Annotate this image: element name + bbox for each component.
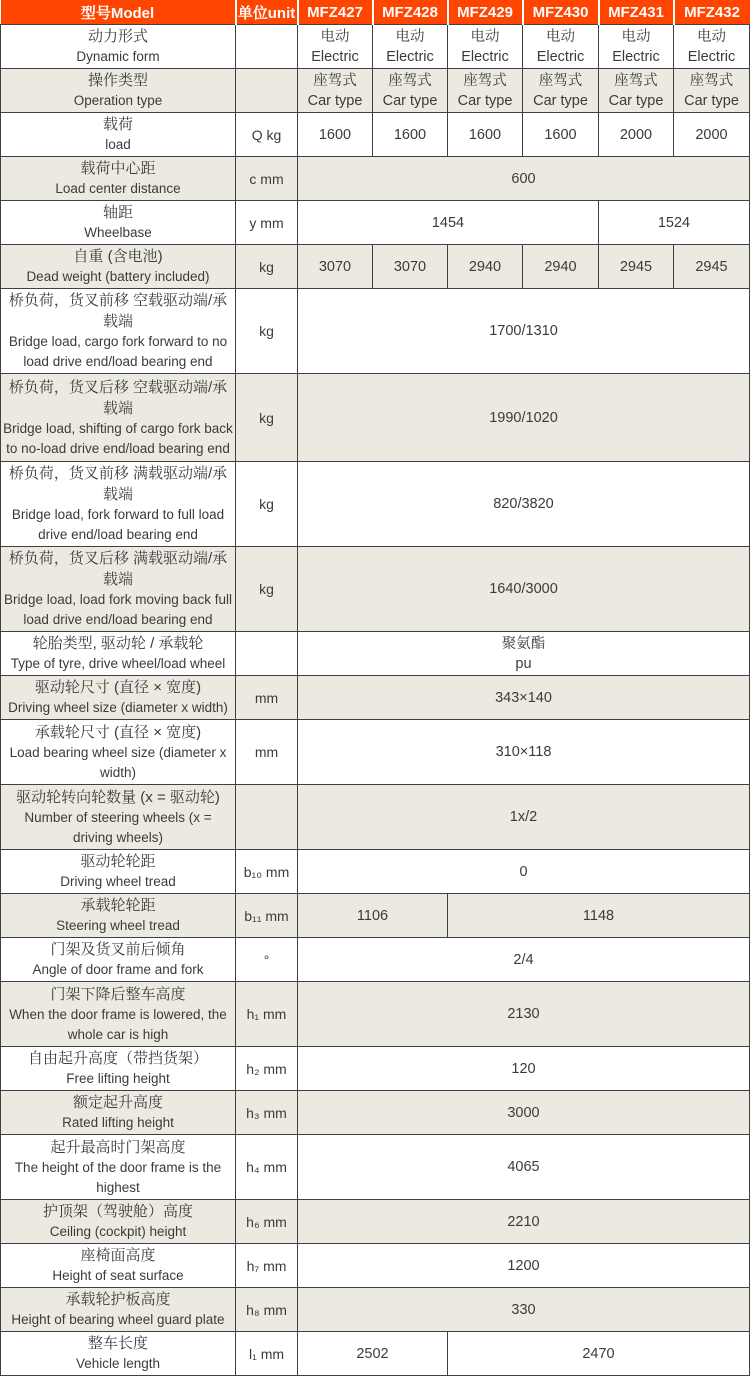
value-line: 座驾式 <box>614 72 658 89</box>
unit-cell: kg <box>236 289 298 374</box>
header-model-mfz428: MFZ428 <box>373 0 448 25</box>
value-line: 1600 <box>544 126 577 143</box>
param-label-zh: 动力形式 <box>87 28 148 45</box>
unit-cell: mm <box>236 720 298 785</box>
value-cell <box>448 245 523 289</box>
param-label-zh: 载荷 <box>102 116 133 133</box>
value-line: 600 <box>511 170 536 187</box>
value-line: pu <box>515 655 532 672</box>
value-line: 330 <box>511 1301 536 1318</box>
param-label-en: Wheelbase <box>84 225 152 240</box>
unit-cell: mm <box>236 676 298 720</box>
value-cell <box>599 245 674 289</box>
param-cell <box>1 1047 236 1091</box>
unit-cell: h₈ mm <box>236 1288 298 1332</box>
value-cell <box>599 25 674 69</box>
param-cell <box>1 1288 236 1332</box>
param-label-zh: 载荷中心距 <box>80 160 156 177</box>
table-row <box>1 462 750 547</box>
value-line: 2940 <box>468 258 502 275</box>
unit-cell: kg <box>236 374 298 462</box>
param-cell <box>1 850 236 894</box>
param-label-en: Bridge load, shifting of cargo fork back to no-load drive end/load bearing end <box>3 420 233 456</box>
unit-cell: h₂ mm <box>236 1047 298 1091</box>
value-line: 820/3820 <box>493 496 554 512</box>
value-line: 1990/1020 <box>489 409 558 426</box>
value-line: Electric <box>386 48 434 65</box>
unit-cell: h₇ mm <box>236 1244 298 1288</box>
value-line: 1524 <box>657 214 691 231</box>
param-label-zh: 护顶架（驾驶舱）高度 <box>42 1203 193 1220</box>
param-cell <box>1 462 236 547</box>
value-line: 1700/1310 <box>489 323 558 339</box>
param-cell <box>1 1244 236 1288</box>
value-line: Car type <box>608 92 664 109</box>
value-cell <box>298 1200 750 1244</box>
param-label-zh: 起升最高时门架高度 <box>50 1138 186 1156</box>
unit-cell: kg <box>236 547 298 632</box>
value-cell <box>298 1047 750 1091</box>
table-row <box>1 1332 750 1376</box>
value-line: 座驾式 <box>689 72 734 89</box>
param-label-en: Rated lifting height <box>62 1115 174 1130</box>
table-row <box>1 850 750 894</box>
value-line: 2/4 <box>513 951 534 968</box>
header-model-mfz432: MFZ432 <box>674 0 750 25</box>
value-line: 电动 <box>621 28 651 45</box>
param-label-zh: 桥负荷，货叉前移 空载驱动端/承载端 <box>8 292 228 330</box>
param-cell <box>1 894 236 938</box>
value-cell <box>599 201 750 245</box>
param-label-en: The height of the door frame is the highest <box>14 1159 222 1195</box>
value-cell <box>674 113 750 157</box>
param-cell <box>1 157 236 201</box>
value-line: 电动 <box>320 28 350 45</box>
table-row <box>1 113 750 157</box>
param-cell <box>1 374 236 462</box>
value-cell <box>298 938 750 982</box>
value-line: Car type <box>457 92 513 109</box>
unit-cell <box>236 785 298 850</box>
value-line: 2470 <box>582 1345 615 1362</box>
value-cell <box>523 69 599 113</box>
table-row <box>1 1047 750 1091</box>
param-label-en: Dead weight (battery included) <box>26 269 210 284</box>
value-line: 4065 <box>507 1159 540 1175</box>
param-cell <box>1 1091 236 1135</box>
unit-cell: b₁₀ mm <box>236 850 298 894</box>
value-line: 1148 <box>582 907 615 924</box>
param-label-zh: 额定起升高度 <box>72 1094 163 1111</box>
table-row <box>1 938 750 982</box>
value-cell <box>448 1332 750 1376</box>
value-cell <box>523 113 599 157</box>
param-label-zh: 自重 (含电池) <box>73 248 163 265</box>
param-label-zh: 驱动轮转向轮数量 (x = 驱动轮) <box>16 788 220 806</box>
param-label-zh: 整车长度 <box>87 1335 148 1352</box>
value-cell <box>298 69 373 113</box>
header-row <box>1 0 750 25</box>
param-cell <box>1 201 236 245</box>
param-label-en: Operation type <box>73 93 163 108</box>
param-cell <box>1 785 236 850</box>
table-row <box>1 547 750 632</box>
table-row <box>1 676 750 720</box>
value-line: 聚氨酯 <box>501 635 546 652</box>
param-cell <box>1 547 236 632</box>
value-line: 1600 <box>393 126 427 143</box>
value-line: 0 <box>519 863 528 880</box>
param-label-zh: 驱动轮尺寸 (直径 × 宽度) <box>34 679 202 696</box>
value-cell <box>599 113 674 157</box>
unit-cell: h₄ mm <box>236 1135 298 1200</box>
unit-cell: l₁ mm <box>236 1332 298 1376</box>
header-model-mfz430: MFZ430 <box>523 0 599 25</box>
param-label-zh: 门架下降后整车高度 <box>50 985 186 1003</box>
value-cell <box>298 1135 750 1200</box>
table-row <box>1 245 750 289</box>
param-label-en: When the door frame is lowered, the whole car is high <box>9 1006 227 1042</box>
table-row <box>1 374 750 462</box>
param-label-en: Ceiling (cockpit) height <box>49 1224 187 1239</box>
value-line: 电动 <box>697 28 726 45</box>
value-line: 310×118 <box>495 744 552 760</box>
unit-cell <box>236 69 298 113</box>
value-line: 座驾式 <box>538 72 583 89</box>
param-label-zh: 驱动轮轮距 <box>80 853 156 870</box>
table-row <box>1 1135 750 1200</box>
param-label-en: Angle of door frame and fork <box>32 962 204 977</box>
value-line: 2000 <box>695 126 728 143</box>
value-line: Electric <box>311 48 359 65</box>
param-cell <box>1 69 236 113</box>
param-cell <box>1 25 236 69</box>
value-cell <box>298 289 750 374</box>
value-line: 2130 <box>507 1006 540 1022</box>
value-cell <box>298 785 750 850</box>
value-cell <box>298 894 448 938</box>
header-model-mfz431: MFZ431 <box>599 0 674 25</box>
value-line: 2945 <box>695 258 728 275</box>
param-label-en: Bridge load, fork forward to full load drive end/load bearing end <box>11 507 225 542</box>
value-cell <box>298 1288 750 1332</box>
unit-cell: y mm <box>236 201 298 245</box>
value-cell <box>674 69 750 113</box>
value-cell <box>448 25 523 69</box>
unit-cell: kg <box>236 462 298 547</box>
value-line: 1640/3000 <box>489 581 558 597</box>
param-label-en: Dynamic form <box>76 49 160 64</box>
value-cell <box>298 157 750 201</box>
param-label-zh: 承载轮护板高度 <box>65 1291 171 1308</box>
value-cell <box>298 245 373 289</box>
unit-cell: b₁₁ mm <box>236 894 298 938</box>
spec-table-body <box>1 25 750 1376</box>
value-cell <box>298 547 750 632</box>
param-cell <box>1 289 236 374</box>
value-line: Car type <box>684 92 739 109</box>
value-line: 2210 <box>507 1213 540 1230</box>
param-label-zh: 操作类型 <box>87 72 148 89</box>
value-cell <box>298 1091 750 1135</box>
value-cell <box>373 113 448 157</box>
value-cell <box>448 113 523 157</box>
table-row <box>1 1244 750 1288</box>
value-cell <box>298 982 750 1047</box>
value-line: Electric <box>536 48 585 65</box>
param-label-en: Load center distance <box>55 181 181 196</box>
param-label-en: Bridge load, load fork moving back full load drive end/load bearing end <box>3 592 233 627</box>
table-row <box>1 1091 750 1135</box>
param-label-zh: 座椅面高度 <box>80 1247 156 1264</box>
value-cell <box>448 69 523 113</box>
table-row <box>1 785 750 850</box>
header-model-mfz429: MFZ429 <box>448 0 523 25</box>
value-line: 3070 <box>318 258 352 275</box>
table-row <box>1 69 750 113</box>
table-row <box>1 25 750 69</box>
value-line: Electric <box>612 48 660 65</box>
value-line: Car type <box>307 92 363 109</box>
unit-cell <box>236 25 298 69</box>
table-row <box>1 982 750 1047</box>
unit-cell: Q kg <box>236 113 298 157</box>
param-label-en: load <box>105 137 131 152</box>
value-line: 2945 <box>619 258 653 275</box>
value-line: 2502 <box>356 1345 389 1362</box>
param-label-zh: 桥负荷，货叉后移 空载驱动端/承载端 <box>8 378 228 417</box>
param-label-en: Load bearing wheel size (diameter x width) <box>9 744 227 780</box>
param-cell <box>1 632 236 676</box>
table-row <box>1 157 750 201</box>
value-line: Car type <box>382 92 438 109</box>
value-cell <box>599 69 674 113</box>
param-label-en: Height of seat surface <box>52 1268 184 1283</box>
value-line: 座驾式 <box>313 72 357 89</box>
value-line: 3000 <box>507 1104 540 1121</box>
param-label-en: Driving wheel size (diameter x width) <box>8 700 228 715</box>
param-label-en: Number of steering wheels (x = driving wheels) <box>24 809 212 845</box>
unit-cell: ° <box>236 938 298 982</box>
table-row <box>1 1288 750 1332</box>
value-line: Electric <box>461 48 509 65</box>
unit-cell: h₃ mm <box>236 1091 298 1135</box>
unit-cell: c mm <box>236 157 298 201</box>
value-cell <box>298 25 373 69</box>
value-cell <box>674 245 750 289</box>
unit-cell: h₆ mm <box>236 1200 298 1244</box>
header-unit-label: 单位unit <box>236 0 298 25</box>
value-line: 电动 <box>395 28 425 45</box>
value-line: 1x/2 <box>509 809 538 825</box>
value-line: 1454 <box>431 214 465 231</box>
param-label-en: Free lifting height <box>66 1071 170 1086</box>
param-label-zh: 自由起升高度（带挡货架） <box>27 1050 208 1067</box>
value-line: 电动 <box>470 28 500 45</box>
value-cell <box>523 25 599 69</box>
value-line: 1600 <box>468 126 502 143</box>
table-row <box>1 894 750 938</box>
param-label-zh: 承载轮尺寸 (直径 × 宽度) <box>34 723 202 741</box>
param-label-zh: 轴距 <box>102 204 133 221</box>
param-cell <box>1 245 236 289</box>
value-line: 1600 <box>318 126 352 143</box>
unit-cell: h₁ mm <box>236 982 298 1047</box>
value-cell <box>298 1332 448 1376</box>
value-line: 2000 <box>619 126 653 143</box>
unit-cell: kg <box>236 245 298 289</box>
value-line: 120 <box>511 1060 536 1077</box>
value-line: Electric <box>687 48 736 65</box>
param-cell <box>1 113 236 157</box>
value-cell <box>373 25 448 69</box>
param-label-zh: 桥负荷，货叉后移 满载驱动端/承载端 <box>8 550 228 588</box>
table-row <box>1 289 750 374</box>
value-cell <box>298 632 750 676</box>
param-label-en: Bridge load, cargo fork forward to no load drive end/load bearing end <box>8 334 228 369</box>
value-cell <box>298 850 750 894</box>
param-cell <box>1 1135 236 1200</box>
value-cell <box>448 894 750 938</box>
param-label-en: Height of bearing wheel guard plate <box>11 1312 225 1327</box>
value-cell <box>523 245 599 289</box>
header-model-label: 型号Model <box>1 0 236 25</box>
table-row <box>1 632 750 676</box>
value-cell <box>298 1244 750 1288</box>
value-cell <box>298 374 750 462</box>
param-label-zh: 轮胎类型, 驱动轮 / 承载轮 <box>32 635 204 652</box>
value-line: Car type <box>533 92 588 109</box>
table-row <box>1 1200 750 1244</box>
param-cell <box>1 982 236 1047</box>
value-line: 1106 <box>356 907 389 924</box>
param-cell <box>1 938 236 982</box>
param-label-en: Vehicle length <box>75 1356 161 1371</box>
param-label-en: Steering wheel tread <box>56 918 180 933</box>
value-cell <box>298 113 373 157</box>
param-cell <box>1 1332 236 1376</box>
value-cell <box>298 201 599 245</box>
param-label-en: Driving wheel tread <box>60 874 176 889</box>
param-cell <box>1 720 236 785</box>
param-label-zh: 门架及货叉前后倾角 <box>50 941 186 958</box>
param-cell <box>1 676 236 720</box>
value-cell <box>298 676 750 720</box>
value-cell <box>298 462 750 547</box>
value-line: 电动 <box>546 28 575 45</box>
value-line: 1200 <box>507 1257 540 1274</box>
value-line: 2940 <box>544 258 577 275</box>
param-label-en: Type of tyre, drive wheel/load wheel <box>10 656 226 671</box>
value-line: 343×140 <box>495 689 552 706</box>
table-row <box>1 201 750 245</box>
value-line: 座驾式 <box>388 72 432 89</box>
value-line: 3070 <box>393 258 427 275</box>
value-cell <box>674 25 750 69</box>
value-line: 座驾式 <box>463 72 507 89</box>
value-cell <box>373 245 448 289</box>
param-label-zh: 承载轮轮距 <box>80 897 156 914</box>
header-model-mfz427: MFZ427 <box>298 0 373 25</box>
value-cell <box>298 720 750 785</box>
param-cell <box>1 1200 236 1244</box>
table-row <box>1 720 750 785</box>
value-cell <box>373 69 448 113</box>
unit-cell <box>236 632 298 676</box>
param-label-zh: 桥负荷，货叉前移 满载驱动端/承载端 <box>8 465 228 503</box>
